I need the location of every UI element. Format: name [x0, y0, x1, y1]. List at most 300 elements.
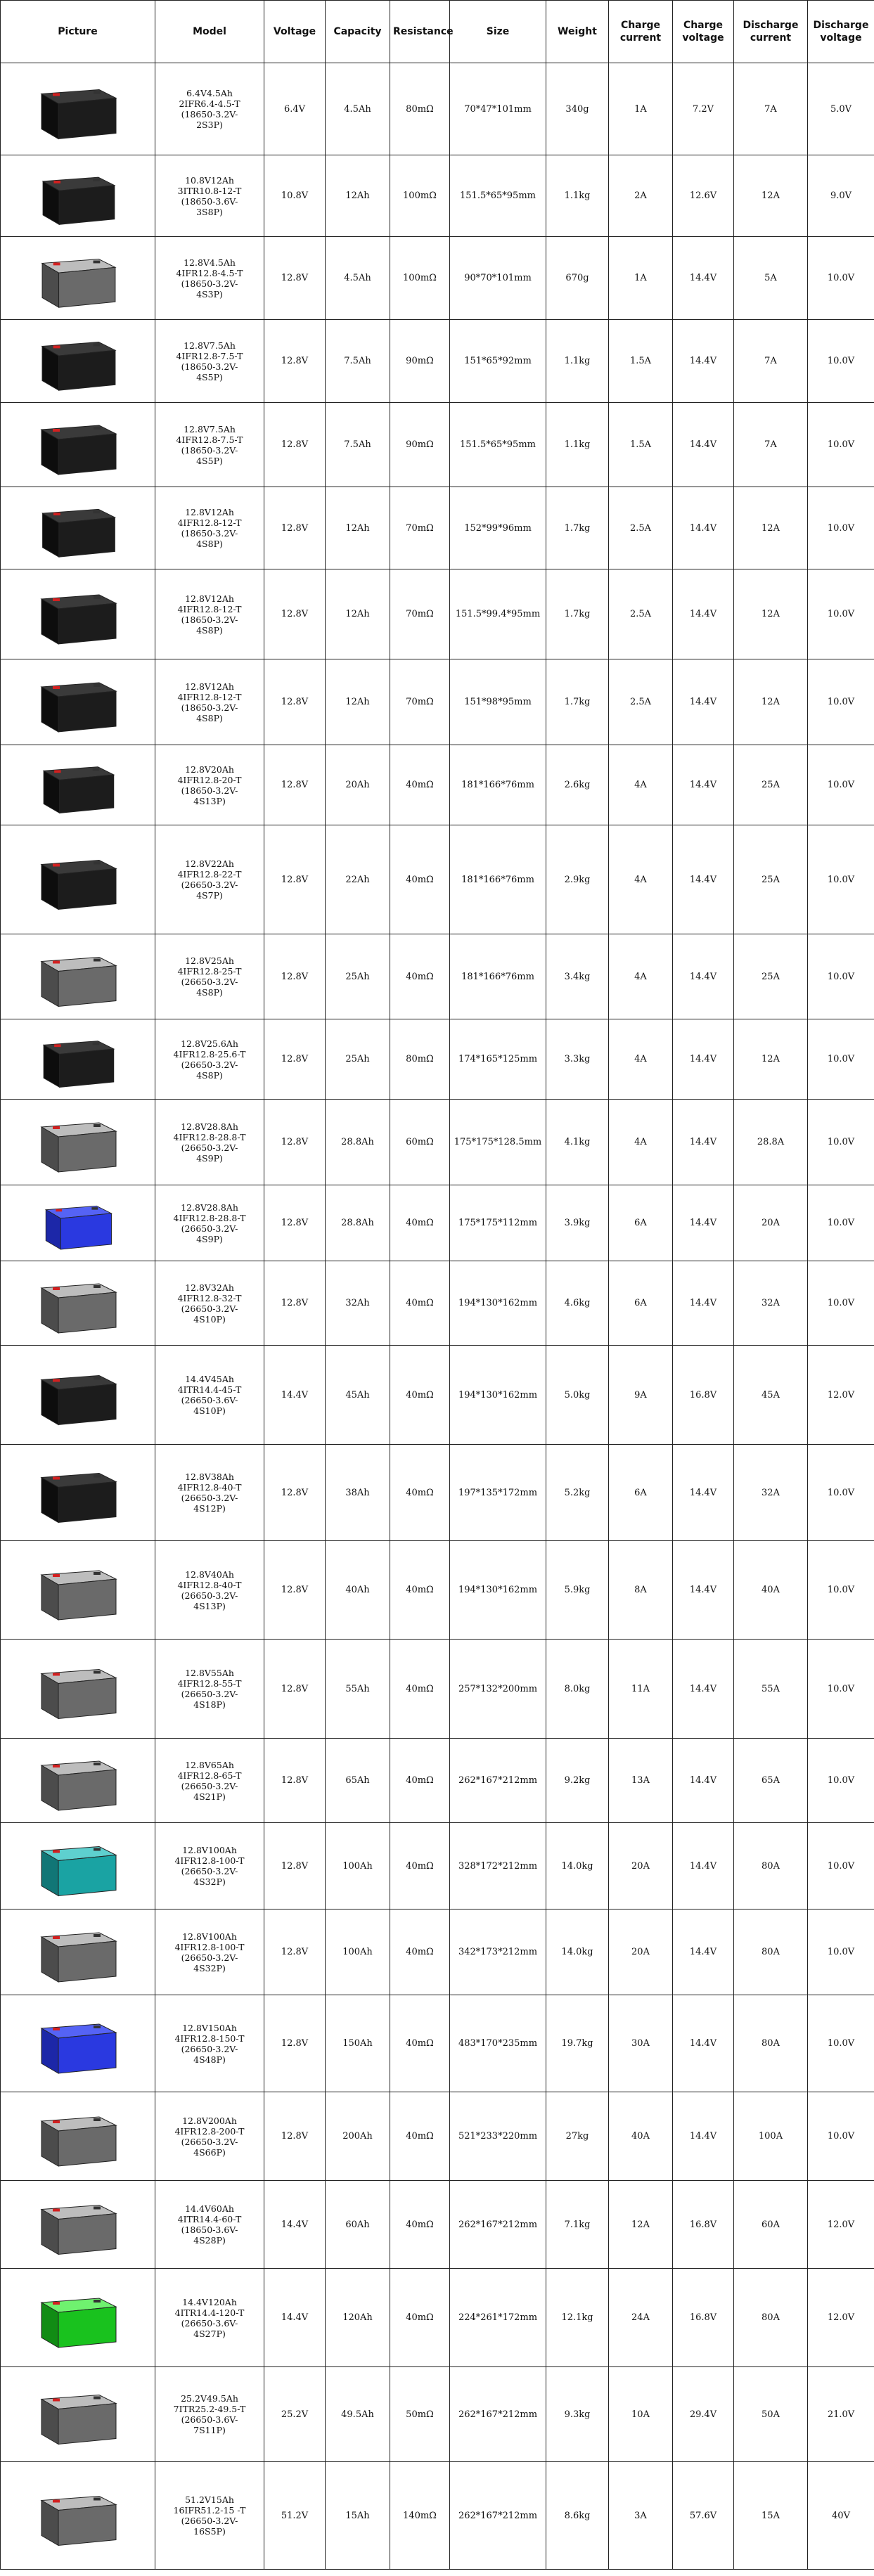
cell-charge-voltage: 14.4V — [673, 320, 734, 403]
grey-battery-icon — [2, 2374, 153, 2455]
cell-charge-current: 6A — [609, 1185, 673, 1261]
cell-resistance: 70mΩ — [390, 487, 450, 569]
header-picture: Picture — [1, 1, 155, 63]
cell-weight: 5.9kg — [546, 1541, 609, 1640]
table-row — [1, 1100, 874, 1185]
cell-model: 12.8V7.5Ah 4IFR12.8-7.5-T (18650-3.2V- 4S5P) — [155, 403, 264, 487]
cell-capacity: 12Ah — [326, 487, 390, 569]
cell-charge-voltage: 14.4V — [673, 1185, 734, 1261]
cell-model: 12.8V200Ah 4IFR12.8-200-T (26650-3.2V- 4S66P) — [155, 2092, 264, 2181]
table-row — [1, 569, 874, 659]
cell-size: 197*135*172mm — [450, 1445, 546, 1541]
cell-discharge-current: 50A — [734, 2367, 808, 2462]
table-row — [1, 237, 874, 320]
cell-resistance: 40mΩ — [390, 2092, 450, 2181]
cell-charge-current: 6A — [609, 1261, 673, 1346]
cell-charge-voltage: 14.4V — [673, 569, 734, 659]
cell-weight: 3.4kg — [546, 934, 609, 1019]
table-row — [1, 1640, 874, 1739]
cell-charge-current: 20A — [609, 1910, 673, 1995]
cell-resistance: 40mΩ — [390, 2181, 450, 2269]
cell-picture — [1, 659, 155, 745]
cell-size: 151*98*95mm — [450, 659, 546, 745]
cell-charge-voltage: 14.4V — [673, 1445, 734, 1541]
table-row — [1, 1346, 874, 1445]
black-battery-icon — [2, 1452, 153, 1534]
cell-capacity: 32Ah — [326, 1261, 390, 1346]
cell-discharge-voltage: 10.0V — [808, 1019, 874, 1100]
grey-battery-icon — [2, 1647, 153, 1732]
cell-charge-current: 6A — [609, 1445, 673, 1541]
header-voltage: Voltage — [264, 1, 326, 63]
cell-model: 12.8V25Ah 4IFR12.8-25-T (26650-3.2V- 4S8P) — [155, 934, 264, 1019]
cell-capacity: 7.5Ah — [326, 320, 390, 403]
cell-capacity: 55Ah — [326, 1640, 390, 1739]
cell-voltage: 12.8V — [264, 1185, 326, 1261]
cell-voltage: 12.8V — [264, 320, 326, 403]
cell-voltage: 12.8V — [264, 1739, 326, 1823]
cell-voltage: 12.8V — [264, 569, 326, 659]
cell-model: 12.8V32Ah 4IFR12.8-32-T (26650-3.2V- 4S10P) — [155, 1261, 264, 1346]
cell-picture — [1, 2181, 155, 2269]
cell-model: 12.8V100Ah 4IFR12.8-100-T (26650-3.2V- 4S32P) — [155, 1910, 264, 1995]
cell-voltage: 12.8V — [264, 1019, 326, 1100]
cell-resistance: 40mΩ — [390, 1910, 450, 1995]
cell-model: 25.2V49.5Ah 7ITR25.2-49.5-T (26650-3.6V- 7S11P) — [155, 2367, 264, 2462]
cell-charge-current: 1A — [609, 63, 673, 155]
cell-weight: 12.1kg — [546, 2269, 609, 2367]
cell-picture — [1, 569, 155, 659]
table-row — [1, 825, 874, 934]
black-battery-icon — [2, 577, 153, 652]
header-resistance: Resistance — [390, 1, 450, 63]
cell-voltage: 12.8V — [264, 745, 326, 825]
cell-charge-current: 4A — [609, 745, 673, 825]
table-row — [1, 745, 874, 825]
grey-battery-icon — [2, 244, 153, 313]
cell-weight: 1.1kg — [546, 403, 609, 487]
cell-voltage: 12.8V — [264, 1100, 326, 1185]
cell-discharge-voltage: 10.0V — [808, 1541, 874, 1640]
cell-picture — [1, 1445, 155, 1541]
cell-model: 12.8V22Ah 4IFR12.8-22-T (26650-3.2V- 4S7P) — [155, 825, 264, 934]
cell-charge-current: 12A — [609, 2181, 673, 2269]
cell-discharge-current: 12A — [734, 155, 808, 237]
cell-weight: 1.7kg — [546, 659, 609, 745]
cell-weight: 5.0kg — [546, 1346, 609, 1445]
cell-discharge-voltage: 40V — [808, 2462, 874, 2570]
table-row — [1, 1541, 874, 1640]
table-row — [1, 1445, 874, 1541]
cell-weight: 1.7kg — [546, 569, 609, 659]
table-row — [1, 1823, 874, 1910]
cell-picture — [1, 403, 155, 487]
cell-resistance: 80mΩ — [390, 1019, 450, 1100]
grey-battery-icon — [2, 1917, 153, 1988]
cell-picture — [1, 1100, 155, 1185]
cell-charge-current: 4A — [609, 1019, 673, 1100]
table-row — [1, 1995, 874, 2092]
black-battery-icon — [2, 752, 153, 818]
cell-discharge-current: 20A — [734, 1185, 808, 1261]
cell-capacity: 60Ah — [326, 2181, 390, 2269]
cell-model: 12.8V100Ah 4IFR12.8-100-T (26650-3.2V- 4S32P) — [155, 1823, 264, 1910]
cell-capacity: 40Ah — [326, 1541, 390, 1640]
cell-capacity: 120Ah — [326, 2269, 390, 2367]
cell-capacity: 12Ah — [326, 155, 390, 237]
cell-model: 14.4V120Ah 4ITR14.4-120-T (26650-3.6V- 4S27P) — [155, 2269, 264, 2367]
cell-picture — [1, 1185, 155, 1261]
cell-picture — [1, 1823, 155, 1910]
header-size: Size — [450, 1, 546, 63]
cell-size: 194*130*162mm — [450, 1261, 546, 1346]
grey-battery-icon — [2, 2469, 153, 2563]
cell-weight: 19.7kg — [546, 1995, 609, 2092]
cell-capacity: 100Ah — [326, 1823, 390, 1910]
cell-charge-current: 10A — [609, 2367, 673, 2462]
cell-resistance: 70mΩ — [390, 659, 450, 745]
table-row — [1, 1261, 874, 1346]
cell-discharge-current: 32A — [734, 1445, 808, 1541]
cell-voltage: 12.8V — [264, 403, 326, 487]
cell-voltage: 12.8V — [264, 934, 326, 1019]
cell-size: 262*167*212mm — [450, 1739, 546, 1823]
cell-voltage: 14.4V — [264, 2269, 326, 2367]
cell-discharge-current: 12A — [734, 659, 808, 745]
header-model: Model — [155, 1, 264, 63]
cell-size: 181*166*76mm — [450, 934, 546, 1019]
cell-discharge-current: 15A — [734, 2462, 808, 2570]
cell-picture — [1, 1019, 155, 1100]
cell-charge-voltage: 14.4V — [673, 934, 734, 1019]
cell-charge-current: 9A — [609, 1346, 673, 1445]
cell-resistance: 40mΩ — [390, 1261, 450, 1346]
cell-discharge-current: 40A — [734, 1541, 808, 1640]
cell-charge-current: 20A — [609, 1823, 673, 1910]
cell-charge-voltage: 14.4V — [673, 1823, 734, 1910]
cell-discharge-voltage: 10.0V — [808, 237, 874, 320]
cell-discharge-voltage: 5.0V — [808, 63, 874, 155]
cell-voltage: 12.8V — [264, 1541, 326, 1640]
cell-charge-voltage: 14.4V — [673, 2092, 734, 2181]
cell-picture — [1, 1640, 155, 1739]
table-row — [1, 1739, 874, 1823]
cell-capacity: 28.8Ah — [326, 1185, 390, 1261]
cell-size: 262*167*212mm — [450, 2367, 546, 2462]
cell-discharge-voltage: 10.0V — [808, 825, 874, 934]
cell-discharge-voltage: 10.0V — [808, 1823, 874, 1910]
cell-discharge-current: 55A — [734, 1640, 808, 1739]
table-row — [1, 63, 874, 155]
cell-discharge-voltage: 10.0V — [808, 403, 874, 487]
cell-voltage: 51.2V — [264, 2462, 326, 2570]
cell-capacity: 28.8Ah — [326, 1100, 390, 1185]
cell-discharge-voltage: 10.0V — [808, 569, 874, 659]
cell-discharge-voltage: 9.0V — [808, 155, 874, 237]
cell-model: 12.8V65Ah 4IFR12.8-65-T (26650-3.2V- 4S21P) — [155, 1739, 264, 1823]
black-battery-icon — [2, 162, 153, 230]
teal-battery-icon — [2, 1830, 153, 1902]
cell-charge-current: 4A — [609, 1100, 673, 1185]
cell-capacity: 4.5Ah — [326, 63, 390, 155]
cell-resistance: 40mΩ — [390, 745, 450, 825]
cell-discharge-voltage: 10.0V — [808, 320, 874, 403]
black-battery-icon — [2, 666, 153, 738]
table-row — [1, 1019, 874, 1100]
cell-resistance: 70mΩ — [390, 569, 450, 659]
cell-picture — [1, 2462, 155, 2570]
cell-resistance: 100mΩ — [390, 155, 450, 237]
cell-capacity: 25Ah — [326, 1019, 390, 1100]
cell-charge-voltage: 16.8V — [673, 2269, 734, 2367]
table-row — [1, 659, 874, 745]
cell-voltage: 12.8V — [264, 1823, 326, 1910]
cell-charge-voltage: 14.4V — [673, 745, 734, 825]
cell-discharge-current: 12A — [734, 1019, 808, 1100]
cell-picture — [1, 63, 155, 155]
cell-charge-voltage: 7.2V — [673, 63, 734, 155]
cell-voltage: 12.8V — [264, 1445, 326, 1541]
cell-size: 175*175*112mm — [450, 1185, 546, 1261]
cell-model: 14.4V60Ah 4ITR14.4-60-T (18650-3.6V- 4S28P) — [155, 2181, 264, 2269]
cell-voltage: 12.8V — [264, 237, 326, 320]
cell-discharge-voltage: 10.0V — [808, 1739, 874, 1823]
cell-picture — [1, 320, 155, 403]
cell-model: 12.8V12Ah 4IFR12.8-12-T (18650-3.2V- 4S8P) — [155, 487, 264, 569]
cell-resistance: 40mΩ — [390, 1640, 450, 1739]
cell-discharge-current: 80A — [734, 1910, 808, 1995]
cell-voltage: 12.8V — [264, 2092, 326, 2181]
table-row — [1, 2462, 874, 2570]
cell-resistance: 100mΩ — [390, 237, 450, 320]
cell-model: 12.8V38Ah 4IFR12.8-40-T (26650-3.2V- 4S12P) — [155, 1445, 264, 1541]
cell-discharge-current: 45A — [734, 1346, 808, 1445]
cell-picture — [1, 1261, 155, 1346]
cell-capacity: 150Ah — [326, 1995, 390, 2092]
cell-resistance: 40mΩ — [390, 934, 450, 1019]
cell-charge-current: 2.5A — [609, 569, 673, 659]
table-row — [1, 2367, 874, 2462]
cell-size: 70*47*101mm — [450, 63, 546, 155]
cell-charge-voltage: 12.6V — [673, 155, 734, 237]
cell-model: 12.8V55Ah 4IFR12.8-55-T (26650-3.2V- 4S18P) — [155, 1640, 264, 1739]
cell-discharge-voltage: 21.0V — [808, 2367, 874, 2462]
cell-charge-voltage: 29.4V — [673, 2367, 734, 2462]
cell-model: 12.8V25.6Ah 4IFR12.8-25.6-T (26650-3.2V- 4S8P) — [155, 1019, 264, 1100]
cell-picture — [1, 237, 155, 320]
cell-weight: 8.0kg — [546, 1640, 609, 1739]
cell-charge-voltage: 14.4V — [673, 487, 734, 569]
blue-battery-icon — [2, 2002, 153, 2085]
cell-weight: 1.1kg — [546, 320, 609, 403]
cell-discharge-current: 80A — [734, 1995, 808, 2092]
cell-size: 181*166*76mm — [450, 745, 546, 825]
cell-weight: 4.1kg — [546, 1100, 609, 1185]
grey-battery-icon — [2, 2099, 153, 2174]
grey-battery-icon — [2, 941, 153, 1012]
cell-resistance: 90mΩ — [390, 403, 450, 487]
cell-resistance: 40mΩ — [390, 1185, 450, 1261]
blue-battery-icon — [2, 1192, 153, 1254]
cell-discharge-voltage: 12.0V — [808, 2181, 874, 2269]
black-battery-icon — [2, 832, 153, 927]
cell-charge-voltage: 14.4V — [673, 1261, 734, 1346]
cell-charge-current: 4A — [609, 934, 673, 1019]
cell-size: 224*261*172mm — [450, 2269, 546, 2367]
cell-discharge-current: 7A — [734, 63, 808, 155]
table-row — [1, 1185, 874, 1261]
cell-model: 12.8V7.5Ah 4IFR12.8-7.5-T (18650-3.2V- 4S5P) — [155, 320, 264, 403]
table-row — [1, 403, 874, 487]
cell-discharge-voltage: 10.0V — [808, 2092, 874, 2181]
cell-charge-current: 24A — [609, 2269, 673, 2367]
cell-model: 12.8V28.8Ah 4IFR12.8-28.8-T (26650-3.2V- 4S9P) — [155, 1185, 264, 1261]
table-row — [1, 155, 874, 237]
header-discharge-current: Discharge current — [734, 1, 808, 63]
cell-picture — [1, 825, 155, 934]
header-charge-voltage: Charge voltage — [673, 1, 734, 63]
cell-discharge-current: 100A — [734, 2092, 808, 2181]
cell-charge-voltage: 14.4V — [673, 1541, 734, 1640]
cell-charge-voltage: 57.6V — [673, 2462, 734, 2570]
grey-battery-icon — [2, 2188, 153, 2262]
cell-resistance: 40mΩ — [390, 1445, 450, 1541]
cell-size: 262*167*212mm — [450, 2462, 546, 2570]
cell-discharge-voltage: 10.0V — [808, 934, 874, 1019]
cell-size: 175*175*128.5mm — [450, 1100, 546, 1185]
cell-discharge-voltage: 10.0V — [808, 1910, 874, 1995]
cell-charge-current: 1.5A — [609, 403, 673, 487]
cell-voltage: 12.8V — [264, 487, 326, 569]
cell-weight: 340g — [546, 63, 609, 155]
black-battery-icon — [2, 1353, 153, 1438]
cell-resistance: 80mΩ — [390, 63, 450, 155]
cell-weight: 14.0kg — [546, 1910, 609, 1995]
cell-size: 151.5*99.4*95mm — [450, 569, 546, 659]
cell-charge-voltage: 14.4V — [673, 1910, 734, 1995]
cell-discharge-voltage: 10.0V — [808, 1100, 874, 1185]
cell-picture — [1, 1346, 155, 1445]
cell-charge-voltage: 14.4V — [673, 1995, 734, 2092]
cell-size: 151*65*92mm — [450, 320, 546, 403]
cell-charge-current: 3A — [609, 2462, 673, 2570]
cell-capacity: 12Ah — [326, 659, 390, 745]
cell-picture — [1, 1995, 155, 2092]
black-battery-icon — [2, 410, 153, 480]
cell-discharge-current: 7A — [734, 320, 808, 403]
cell-model: 12.8V20Ah 4IFR12.8-20-T (18650-3.2V- 4S13P) — [155, 745, 264, 825]
cell-charge-voltage: 14.4V — [673, 403, 734, 487]
cell-discharge-current: 25A — [734, 825, 808, 934]
cell-picture — [1, 2092, 155, 2181]
cell-picture — [1, 1541, 155, 1640]
cell-voltage: 25.2V — [264, 2367, 326, 2462]
cell-charge-current: 2A — [609, 155, 673, 237]
cell-voltage: 14.4V — [264, 1346, 326, 1445]
green-battery-icon — [2, 2276, 153, 2360]
cell-discharge-voltage: 12.0V — [808, 1346, 874, 1445]
cell-discharge-current: 12A — [734, 569, 808, 659]
cell-model: 12.8V28.8Ah 4IFR12.8-28.8-T (26650-3.2V- 4S9P) — [155, 1100, 264, 1185]
cell-size: 151.5*65*95mm — [450, 155, 546, 237]
header-row — [1, 1, 874, 63]
cell-discharge-voltage: 10.0V — [808, 1995, 874, 2092]
cell-discharge-voltage: 10.0V — [808, 1185, 874, 1261]
grey-battery-icon — [2, 1746, 153, 1816]
table-row — [1, 2181, 874, 2269]
cell-capacity: 20Ah — [326, 745, 390, 825]
cell-charge-current: 30A — [609, 1995, 673, 2092]
cell-discharge-current: 25A — [734, 745, 808, 825]
cell-capacity: 4.5Ah — [326, 237, 390, 320]
cell-resistance: 50mΩ — [390, 2367, 450, 2462]
cell-charge-voltage: 14.4V — [673, 237, 734, 320]
cell-voltage: 6.4V — [264, 63, 326, 155]
cell-weight: 2.9kg — [546, 825, 609, 934]
header-charge-current: Charge current — [609, 1, 673, 63]
cell-capacity: 200Ah — [326, 2092, 390, 2181]
table-row — [1, 487, 874, 569]
cell-charge-current: 2.5A — [609, 487, 673, 569]
cell-charge-voltage: 14.4V — [673, 1100, 734, 1185]
table-row — [1, 1910, 874, 1995]
cell-resistance: 40mΩ — [390, 825, 450, 934]
cell-weight: 14.0kg — [546, 1823, 609, 1910]
cell-resistance: 40mΩ — [390, 1346, 450, 1445]
cell-charge-voltage: 16.8V — [673, 2181, 734, 2269]
cell-charge-voltage: 14.4V — [673, 1019, 734, 1100]
cell-discharge-current: 12A — [734, 487, 808, 569]
cell-size: 90*70*101mm — [450, 237, 546, 320]
cell-capacity: 49.5Ah — [326, 2367, 390, 2462]
cell-discharge-current: 25A — [734, 934, 808, 1019]
header-weight: Weight — [546, 1, 609, 63]
grey-battery-icon — [2, 1107, 153, 1178]
cell-discharge-current: 80A — [734, 1823, 808, 1910]
cell-weight: 27kg — [546, 2092, 609, 2181]
cell-voltage: 10.8V — [264, 155, 326, 237]
cell-voltage: 12.8V — [264, 1910, 326, 1995]
cell-size: 483*170*235mm — [450, 1995, 546, 2092]
cell-model: 51.2V15Ah 16IFR51.2-15 -T (26650-3.2V- 16S5P) — [155, 2462, 264, 2570]
grey-battery-icon — [2, 1268, 153, 1339]
cell-charge-voltage: 14.4V — [673, 1640, 734, 1739]
black-battery-icon — [2, 1026, 153, 1093]
header-discharge-voltage: Discharge voltage — [808, 1, 874, 63]
cell-size: 151.5*65*95mm — [450, 403, 546, 487]
cell-charge-voltage: 14.4V — [673, 825, 734, 934]
cell-discharge-voltage: 10.0V — [808, 1261, 874, 1346]
cell-weight: 5.2kg — [546, 1445, 609, 1541]
cell-charge-voltage: 14.4V — [673, 659, 734, 745]
cell-weight: 2.6kg — [546, 745, 609, 825]
cell-discharge-voltage: 12.0V — [808, 2269, 874, 2367]
cell-discharge-voltage: 10.0V — [808, 659, 874, 745]
cell-resistance: 60mΩ — [390, 1100, 450, 1185]
cell-size: 257*132*200mm — [450, 1640, 546, 1739]
cell-charge-voltage: 16.8V — [673, 1346, 734, 1445]
cell-picture — [1, 1739, 155, 1823]
cell-size: 181*166*76mm — [450, 825, 546, 934]
cell-weight: 9.2kg — [546, 1739, 609, 1823]
cell-discharge-voltage: 10.0V — [808, 1445, 874, 1541]
cell-discharge-current: 28.8A — [734, 1100, 808, 1185]
cell-discharge-current: 65A — [734, 1739, 808, 1823]
cell-capacity: 7.5Ah — [326, 403, 390, 487]
cell-model: 12.8V12Ah 4IFR12.8-12-T (18650-3.2V- 4S8P) — [155, 569, 264, 659]
cell-size: 521*233*220mm — [450, 2092, 546, 2181]
cell-picture — [1, 745, 155, 825]
